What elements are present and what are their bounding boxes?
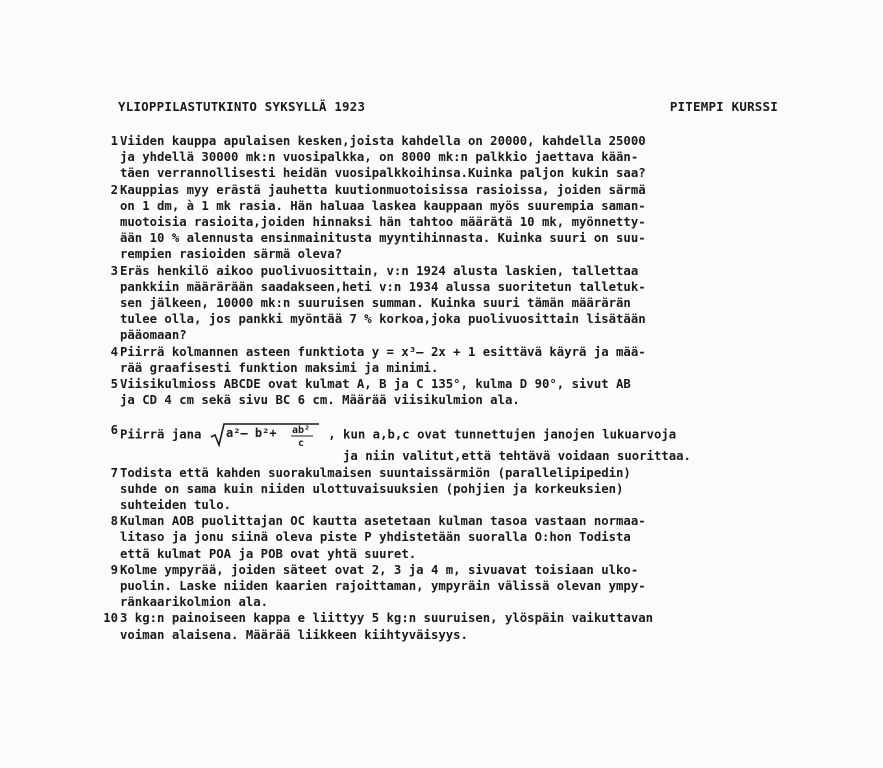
problem-line: Viisikulmioss ABCDE ovat kulmat A, B ja C 135°, kulma D 90°, sivut AB: [120, 377, 631, 392]
problem-line: Kulman AOB puolittajan OC kautta asetetaan kulman tasoa vastaan normaa-: [120, 514, 646, 529]
problem-number: 1: [110, 134, 118, 148]
problem-line: Kauppias myy erästä jauhetta kuutionmuotoisissa rasioissa, joiden särmä: [120, 182, 646, 197]
problem-6: [98, 422, 788, 464]
problem-line: Kolme ympyrää, joiden säteet ovat 2, 3 ja 4 m, sivuavat toisiaan ulko-: [120, 562, 639, 577]
problem-4: [98, 344, 788, 376]
square-root-icon: [209, 422, 321, 448]
problem-line: ään 10 % alennusta ensinmainitusta myyntihinnasta. Kuinka suuri on suu-: [120, 231, 646, 246]
problem-line: suhteiden tulo.: [120, 498, 232, 513]
problem-line: ränkaarikolmion ala.: [120, 595, 269, 610]
problem-number: 6: [110, 423, 118, 438]
problem-line: Piirrä kolmannen asteen funktiota y = x³— 2x + 1 esittävä käyrä ja mää-: [120, 344, 646, 359]
spacer: [98, 408, 788, 422]
problem-number: 4: [110, 344, 118, 359]
problem-line: pääomaan?: [120, 328, 187, 343]
problem-line: Todista että kahden suorakulmaisen suuntaissärmiön (parallelipipedin): [120, 465, 631, 480]
problem-number: 5: [110, 377, 118, 392]
problem-line: muotoisia rasioita,joiden hinnaksi hän tahtoo määrätä 10 mk, myönnetty-: [120, 215, 646, 230]
problem-3: [98, 263, 788, 344]
problem-line: puolin. Laske niiden kaarien rajoittaman, ympyräin välissä olevan ympy-: [120, 579, 646, 594]
problem-number: 10: [103, 611, 118, 626]
problem-line: 3 kg:n painoiseen kappa e liittyy 5 kg:n suuruisen, ylöspäin vaikuttavan: [120, 611, 654, 626]
problem-5: [98, 376, 788, 408]
problem-line: [120, 422, 788, 448]
problem-line: ja CD 4 cm sekä sivu BC 6 cm. Määrää viisikulmion ala.: [120, 393, 520, 408]
problem-list: [98, 133, 788, 643]
problem-text: Piirrä jana: [120, 427, 202, 442]
problem-line: pankkiin määrärään saadakseen,heti v:n 1934 alussa suoritetun talletuk-: [120, 279, 646, 294]
problem-2: [98, 182, 788, 263]
problem-7: [98, 465, 788, 514]
problem-number: 7: [110, 465, 118, 480]
problem-line: litaso ja jonu siinä oleva piste P yhdistetään suoralla O:hon Todista: [120, 530, 631, 545]
problem-line: ja niin valitut,että tehtävä voidaan suorittaa.: [343, 449, 691, 464]
problem-8: [98, 513, 788, 562]
problem-line: voiman alaisena. Määrää liikkeen kiihtyväisyys.: [120, 627, 468, 642]
problem-line: ja yhdellä 30000 mk:n vuosipalkka, on 8000 mk:n palkkio jaettava kään-: [120, 150, 639, 165]
problem-line: rempien rasioiden särmä oleva?: [120, 247, 343, 262]
problem-line: että kulmat POA ja POB ovat yhtä suuret.: [120, 546, 417, 561]
problem-9: [98, 562, 788, 611]
problem-line: suhde on sama kuin niiden ulottuvaisuuksien (pohjien ja korkeuksien): [120, 481, 624, 496]
problem-10: [98, 610, 788, 642]
problem-line: Viiden kauppa apulaisen kesken,joista kahdella on 20000, kahdella 25000: [120, 134, 646, 148]
problem-1: [98, 133, 788, 182]
problem-line: sen jälkeen, 10000 mk:n suuruisen summan. Kuinka suuri tämän määrärän: [120, 296, 631, 311]
radicand-text: a²— b²+: [225, 426, 277, 441]
problem-text: , kun a,b,c ovat tunnettujen janojen lukuarvoja: [328, 427, 677, 442]
problem-line: on 1 dm, à 1 mk rasia. Hän haluaa laskea kauppaan myös suurempia saman-: [120, 198, 646, 213]
problem-line: täen verrannollisesti heidän vuosipalkkoihinsa.Kuinka paljon kukin saa?: [120, 166, 646, 181]
fraction-numerator: ab²: [291, 425, 310, 437]
course-label: PITEMPI KURSSI: [669, 99, 778, 114]
problem-line: tulee olla, jos pankki myöntää 7 % korkoa,joka puolivuosittain lisätään: [120, 312, 646, 327]
problem-number: 8: [110, 514, 118, 529]
problem-number: 2: [110, 182, 118, 197]
problem-number: 9: [110, 562, 118, 577]
exam-title: YLIOPPILASTUTKINTO SYKSYLLÄ 1923: [118, 99, 366, 114]
problem-number: 3: [110, 263, 118, 278]
radical-formula: [209, 422, 321, 448]
fraction-denominator: c: [297, 438, 304, 449]
problem-line: rää graafisesti funktion maksimi ja minimi.: [120, 360, 439, 375]
problem-line: Eräs henkilö aikoo puolivuosittain, v:n 1924 alusta laskien, tallettaa: [120, 263, 639, 278]
